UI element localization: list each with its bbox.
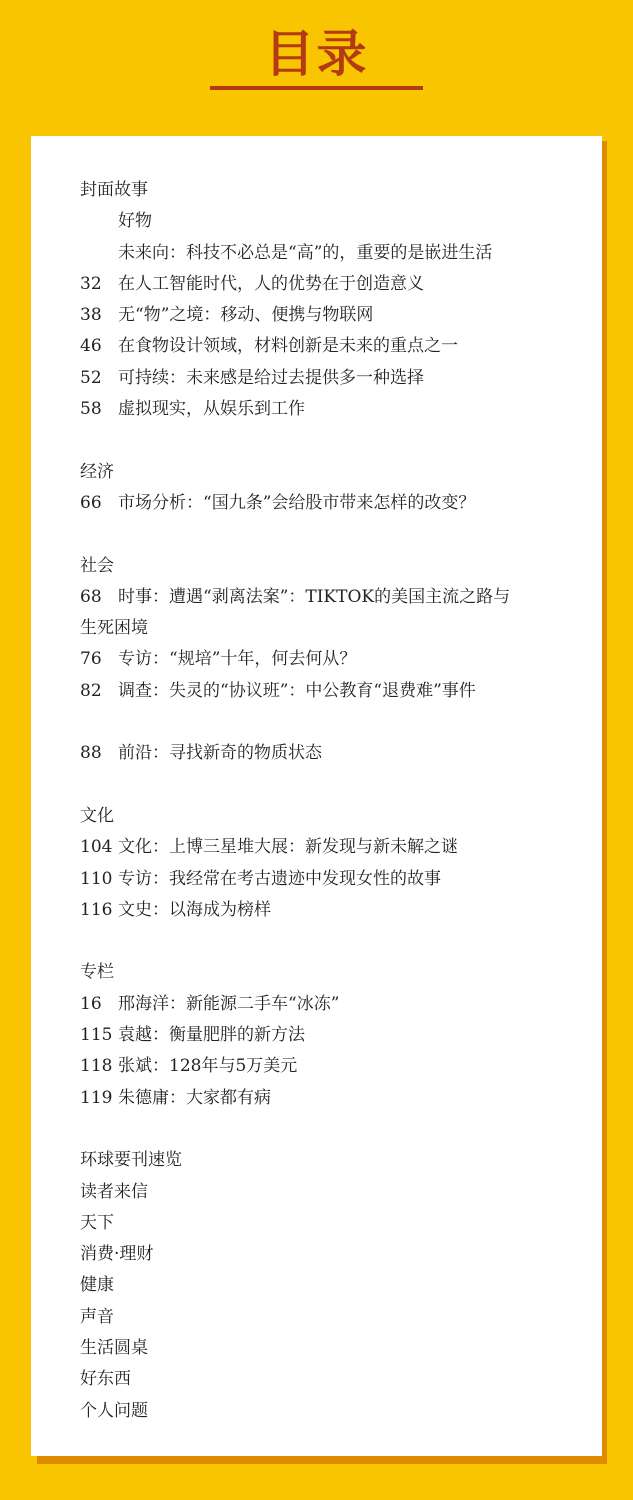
page-number: 32 — [80, 273, 102, 294]
entry-title: 前沿：寻找新奇的物质状态 — [118, 743, 322, 764]
misc-section-link[interactable]: 消费·理财 — [80, 1244, 154, 1265]
page-number: 82 — [80, 680, 102, 701]
misc-section-link[interactable]: 读者来信 — [80, 1181, 148, 1202]
misc-section-link[interactable]: 好东西 — [80, 1369, 131, 1390]
section-heading-economy: 经济 — [80, 461, 114, 482]
toc-entry[interactable] — [80, 394, 580, 425]
toc-entry[interactable] — [80, 1051, 580, 1082]
toc-entry[interactable] — [80, 864, 580, 895]
page-number: 68 — [80, 586, 102, 607]
toc-entry[interactable] — [80, 676, 580, 707]
page-number: 119 — [80, 1087, 113, 1108]
section-heading-culture: 文化 — [80, 805, 114, 826]
toc-entry[interactable] — [80, 644, 580, 675]
misc-section-link[interactable]: 生活圆桌 — [80, 1337, 148, 1358]
entry-title: 可持续：未来感是给过去提供多一种选择 — [118, 367, 424, 388]
spacer — [80, 1114, 580, 1145]
misc-section-link[interactable]: 环球要刊速览 — [80, 1150, 182, 1171]
section-heading-society: 社会 — [80, 555, 114, 576]
cover-lead: 未来向：科技不必总是“高”的，重要的是嵌进生活 — [118, 242, 493, 263]
entry-title: 文化：上博三星堆大展：新发现与新未解之谜 — [118, 837, 458, 858]
entry-title: 袁越：衡量肥胖的新方法 — [118, 1025, 305, 1046]
entry-title: 在人工智能时代，人的优势在于创造意义 — [118, 273, 424, 294]
entry-title: 邢海洋：新能源二手车“冰冻” — [118, 993, 340, 1014]
entry-title: 调查：失灵的“协议班”：中公教育“退费难”事件 — [118, 680, 476, 701]
entry-title-continuation: 生死困境 — [80, 618, 148, 639]
entry-title: 张斌：128年与5万美元 — [118, 1056, 298, 1077]
page-number: 66 — [80, 492, 102, 513]
spacer — [80, 770, 580, 801]
title-underline — [210, 86, 423, 90]
entry-title: 市场分析：“国九条”会给股市带来怎样的改变？ — [118, 492, 476, 513]
misc-section-link[interactable]: 个人问题 — [80, 1400, 148, 1421]
cover-subtitle: 好物 — [118, 211, 152, 232]
toc-entry[interactable] — [80, 331, 580, 362]
page-number: 38 — [80, 305, 102, 326]
toc-entry[interactable] — [80, 989, 580, 1020]
toc-entry[interactable] — [80, 269, 580, 300]
table-of-contents — [80, 175, 580, 1427]
section-heading-column: 专栏 — [80, 962, 114, 983]
misc-section-link[interactable]: 天下 — [80, 1212, 114, 1233]
entry-title: 无“物”之境：移动、便携与物联网 — [118, 305, 374, 326]
toc-entry[interactable] — [80, 1083, 580, 1114]
toc-entry[interactable] — [80, 895, 580, 926]
page-number: 46 — [80, 336, 102, 357]
page-title: 目录 — [264, 25, 369, 83]
entry-title: 专访：“规培”十年，何去何从？ — [118, 649, 357, 670]
page-number: 115 — [80, 1025, 113, 1046]
page-number: 58 — [80, 399, 102, 420]
entry-title: 朱德庸：大家都有病 — [118, 1087, 271, 1108]
toc-entry[interactable] — [80, 300, 580, 331]
toc-entry[interactable] — [80, 488, 580, 519]
misc-section-link[interactable]: 声音 — [80, 1306, 114, 1327]
toc-entry[interactable] — [80, 1020, 580, 1051]
page-number: 52 — [80, 367, 102, 388]
toc-entry[interactable] — [80, 582, 580, 613]
page-number: 104 — [80, 837, 113, 858]
spacer — [80, 707, 580, 738]
entry-title: 文史：以海成为榜样 — [118, 899, 271, 920]
entry-title: 虚拟现实，从娱乐到工作 — [118, 399, 305, 420]
spacer — [80, 519, 580, 550]
spacer — [80, 425, 580, 456]
entry-title: 在食物设计领域，材料创新是未来的重点之一 — [118, 336, 458, 357]
entry-title: 时事：遭遇“剥离法案”：TIKTOK的美国主流之路与 — [118, 586, 511, 607]
page-number: 110 — [80, 868, 113, 889]
spacer — [80, 926, 580, 957]
page-number: 88 — [80, 743, 102, 764]
page-number: 16 — [80, 993, 102, 1014]
page-number: 116 — [80, 899, 113, 920]
toc-entry[interactable] — [80, 363, 580, 394]
page-number: 118 — [80, 1056, 113, 1077]
toc-entry[interactable] — [80, 738, 580, 769]
entry-title: 专访：我经常在考古遗迹中发现女性的故事 — [118, 868, 441, 889]
section-heading-cover: 封面故事 — [80, 180, 148, 200]
page-number: 76 — [80, 649, 102, 670]
toc-entry[interactable] — [80, 832, 580, 863]
misc-section-link[interactable]: 健康 — [80, 1275, 114, 1296]
